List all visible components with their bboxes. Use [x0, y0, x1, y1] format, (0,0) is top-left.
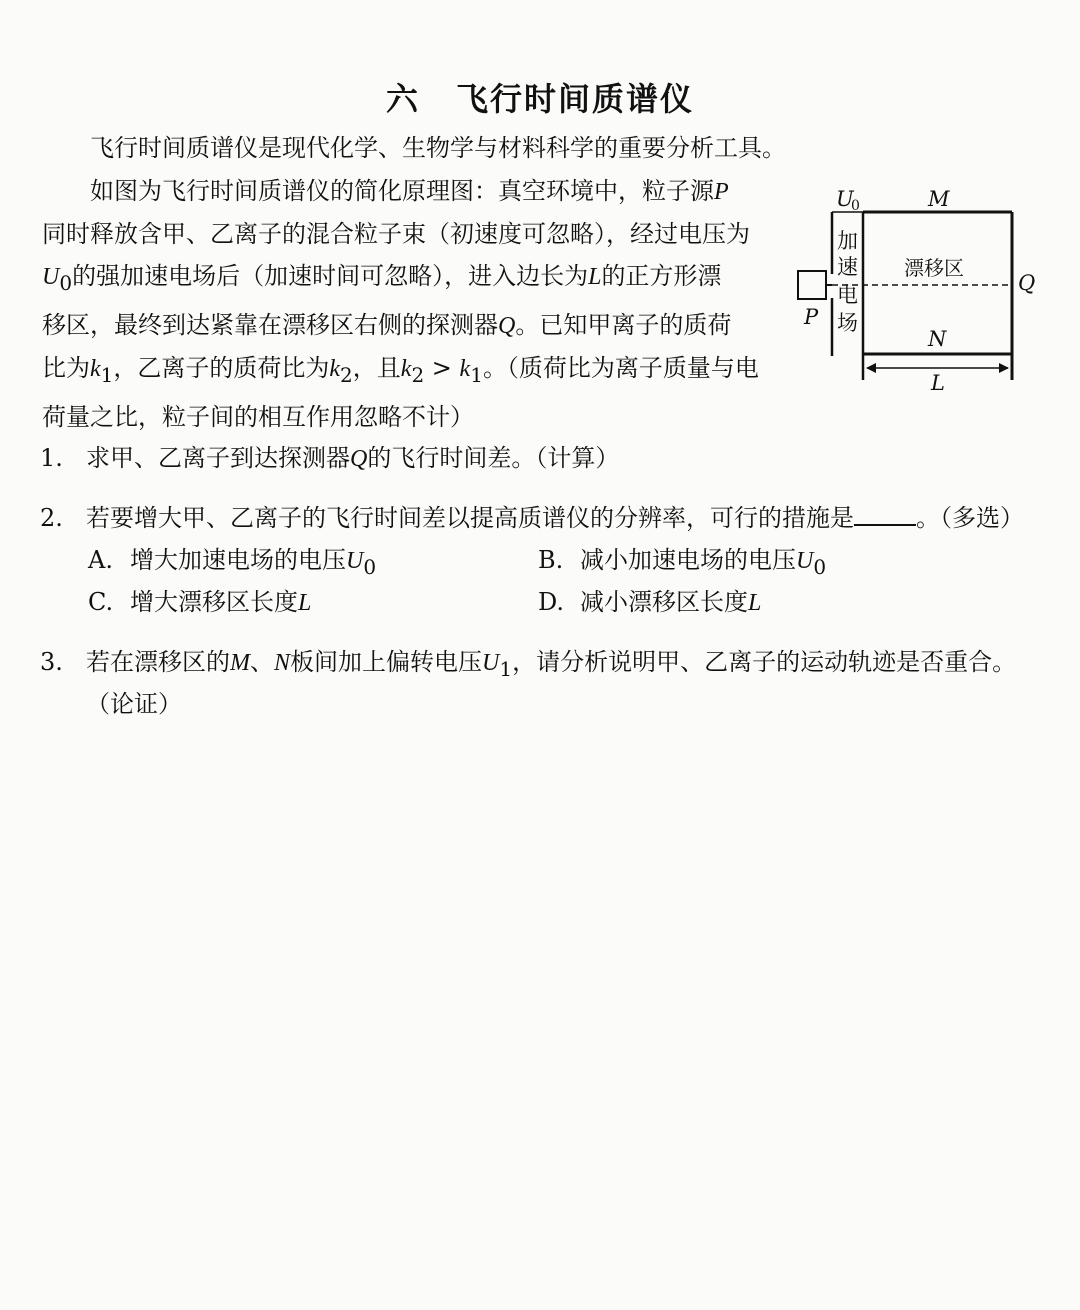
text: 。已知甲离子的质荷 — [515, 310, 732, 339]
length-arrowhead-left — [866, 363, 876, 373]
option-label: C. — [88, 588, 114, 616]
option-text: 减小加速电场的电压 — [580, 546, 796, 574]
option-a[interactable] — [88, 540, 376, 587]
sub: 1 — [100, 362, 114, 387]
u0-label: U — [836, 187, 854, 211]
var-q: Q — [498, 312, 516, 339]
option-text: 增大漂移区长度 — [130, 588, 298, 616]
text: 的强加速电场后（加速时间可忽略），进入边长为 — [72, 262, 589, 290]
option-c[interactable] — [88, 582, 311, 623]
source-box — [798, 271, 826, 299]
source-label: P — [804, 305, 819, 329]
var-k: k — [459, 355, 471, 382]
var-u: U — [796, 548, 814, 574]
option-b[interactable] — [538, 540, 826, 587]
question-number: 2. — [40, 504, 63, 532]
description-line-5 — [42, 347, 782, 396]
sub: 1 — [470, 362, 483, 387]
u0-subscript: 0 — [851, 198, 860, 214]
text: 如图为飞行时间质谱仪的简化原理图：真空环境中，粒子源 — [90, 177, 714, 205]
var-u: U — [482, 650, 500, 676]
option-text: 增大加速电场的电压 — [130, 546, 346, 574]
sub: 0 — [59, 270, 73, 295]
accel-char-2: 速 — [837, 255, 858, 279]
section-number: 六 — [385, 80, 420, 118]
option-label: D. — [538, 588, 565, 616]
question-3-type: （论证） — [86, 690, 182, 718]
question-3 — [40, 642, 1016, 689]
var-n: N — [274, 650, 291, 676]
text: 板间加上偏转电压 — [290, 648, 483, 676]
accel-char-4: 场 — [837, 311, 858, 335]
accel-char-1: 加 — [837, 229, 858, 253]
option-d[interactable] — [538, 582, 761, 623]
var-q: Q — [350, 446, 368, 472]
question-1 — [40, 438, 619, 479]
text: 比为 — [42, 353, 90, 382]
sub: 1 — [499, 656, 513, 681]
section-title — [0, 74, 1080, 120]
text: > — [424, 353, 460, 382]
text: 荷量之比，粒子间的相互作用忽略不计） — [42, 402, 474, 431]
text: 若在漂移区的 — [86, 648, 230, 676]
tof-diagram — [790, 182, 1050, 397]
sub: 0 — [363, 554, 377, 579]
text: 移区，最终到达紧靠在漂移区右侧的探测器 — [42, 310, 498, 339]
text: 。（质荷比为离子质量与电 — [482, 353, 759, 382]
detector-label: Q — [1018, 271, 1036, 295]
description-line-6 — [42, 396, 782, 438]
var-l: L — [588, 264, 602, 290]
text: 同时释放含甲、乙离子的混合粒子束（初速度可忽略），经过电压为 — [42, 220, 750, 248]
length-arrowhead-right — [999, 363, 1009, 373]
option-label: B. — [538, 546, 564, 574]
sub: 2 — [340, 362, 353, 387]
text: 的正方形漂 — [601, 262, 722, 290]
plate-m-label: M — [928, 187, 950, 211]
sub: 0 — [813, 554, 827, 579]
text: ，请分析说明甲、乙离子的运动轨迹是否重合。 — [512, 648, 1017, 676]
plate-n-label: N — [928, 327, 947, 351]
length-label: L — [931, 371, 945, 395]
var-u: U — [346, 548, 364, 574]
question-number: 1. — [40, 444, 63, 472]
description-line-4 — [42, 304, 782, 347]
text: 若要增大甲、乙离子的飞行时间差以提高质谱仪的分辨率，可行的措施是 — [86, 504, 854, 532]
var-k: k — [400, 355, 412, 382]
question-2 — [40, 498, 1024, 538]
text: 、 — [250, 648, 274, 676]
var-m: M — [230, 650, 250, 676]
intro-paragraph: 飞行时间质谱仪是现代化学、生物学与材料科学的重要分析工具。 — [90, 134, 786, 162]
question-number: 3. — [40, 648, 63, 676]
drift-region-label: 漂移区 — [904, 256, 964, 280]
section-title-text: 飞行时间质谱仪 — [456, 80, 695, 118]
text: ，且 — [352, 353, 401, 382]
answer-blank[interactable] — [854, 502, 916, 526]
description-line-2 — [42, 213, 782, 255]
text: 的飞行时间差。（计算） — [367, 444, 620, 472]
var-l: L — [748, 590, 762, 616]
option-text: 减小漂移区长度 — [580, 588, 748, 616]
description-paragraph — [42, 170, 782, 438]
text: 求甲、乙离子到达探测器 — [86, 444, 350, 472]
var-k: k — [90, 355, 101, 382]
var-k: k — [329, 355, 341, 382]
sub: 2 — [411, 362, 425, 387]
description-line-1 — [42, 170, 782, 213]
text: ，乙离子的质荷比为 — [113, 353, 330, 382]
var-u: U — [42, 264, 60, 290]
text: 。（多选） — [916, 504, 1024, 532]
description-line-3 — [42, 255, 782, 304]
var-p: P — [714, 179, 729, 205]
accel-char-3: 电 — [837, 283, 858, 307]
option-label: A. — [88, 546, 113, 574]
var-l: L — [298, 590, 312, 616]
